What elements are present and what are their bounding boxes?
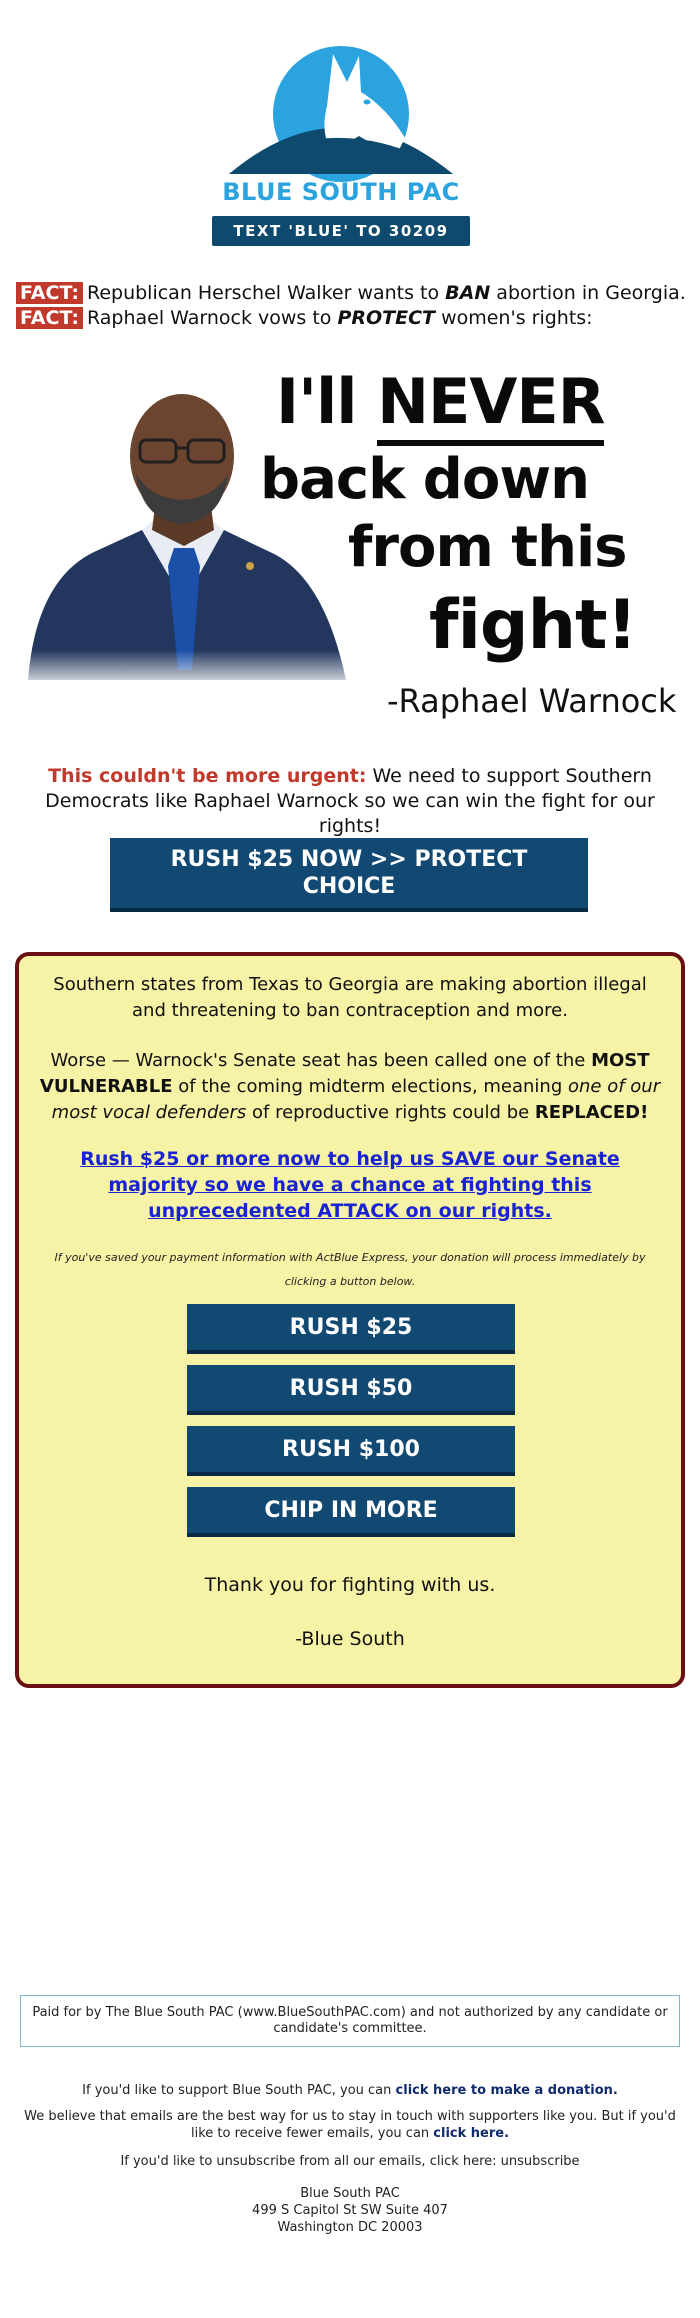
fact-text: abortion in Georgia. [490, 282, 686, 304]
text-to-join-bar: TEXT 'BLUE' TO 30209 [212, 216, 470, 246]
box-italic: one of our most vocal defenders [51, 1076, 661, 1123]
footer-text: If you'd like to support Blue South PAC, you can [82, 2083, 396, 2098]
save-senate-majority-link[interactable]: Rush $25 or more now to help us SAVE our Senate majority so we have a chance at fighting this unprecedented ATTACK on our rights. [80, 1148, 620, 1222]
footer-unsubscribe[interactable]: If you'd like to unsubscribe from all our emails, click here: unsubscribe [120, 2154, 580, 2169]
paid-for-disclaimer: Paid for by The Blue South PAC (www.BlueSouthPAC.com) and not authorized by any candidate or candidate's committee. [20, 1995, 680, 2047]
box-paragraph-2 [39, 1048, 661, 1126]
urgent-text: We need to support Southern Democrats like Raphael Warnock so we can win the fight for our rights! [45, 765, 655, 837]
fact-emphasis: PROTECT [337, 307, 436, 329]
fact-text: Republican Herschel Walker wants to [86, 282, 446, 304]
box-bold: MOST VULNERABLE [39, 1050, 650, 1097]
box-text: Worse — Warnock's Senate seat has been called one of the [50, 1050, 592, 1071]
address-line: Washington DC 20003 [277, 2220, 423, 2235]
quote-line-2: back down [260, 447, 589, 512]
rush-100-button[interactable]: RUSH $100 [187, 1426, 515, 1476]
rush-25-protect-choice-button[interactable]: RUSH $25 NOW >> PROTECT CHOICE [110, 838, 588, 912]
chip-in-more-button[interactable]: CHIP IN MORE [187, 1487, 515, 1537]
urgent-lead: This couldn't be more urgent: [48, 765, 367, 787]
box-paragraph-3 [39, 1146, 661, 1224]
fact-text: Raphael Warnock vows to [86, 307, 338, 329]
fact-tag: FACT: [16, 282, 83, 304]
footer-address [20, 2185, 680, 2236]
footer-fewer-emails [20, 2108, 680, 2142]
box-text: of the coming midterm elections, meaning [172, 1076, 568, 1097]
quote-emphasis: NEVER [377, 365, 604, 446]
address-line: 499 S Capitol St SW Suite 407 [252, 2203, 448, 2218]
rush-25-button[interactable]: RUSH $25 [187, 1304, 515, 1354]
fact-line [16, 281, 686, 306]
donation-box [15, 952, 685, 1688]
box-paragraph-1: Southern states from Texas to Georgia are making abortion illegal and threatening to ban contraception and more. [53, 974, 647, 1021]
actblue-fine-print: If you've saved your payment information with ActBlue Express, your donation will process immediately by clicking a button below. [54, 1251, 646, 1288]
urgent-message [16, 764, 684, 839]
box-text: of reproductive rights could be [246, 1102, 535, 1123]
quote-line-3: from this [348, 515, 627, 580]
facts-section [16, 281, 686, 331]
fact-line [16, 306, 686, 331]
rush-50-button[interactable]: RUSH $50 [187, 1365, 515, 1415]
box-bold: REPLACED! [534, 1102, 649, 1123]
fact-emphasis: BAN [445, 282, 491, 304]
footer-support [20, 2082, 680, 2099]
quote-text: I'll [276, 365, 378, 438]
quote-attribution: -Raphael Warnock [387, 682, 677, 720]
fact-text: women's rights: [435, 307, 593, 329]
donation-link[interactable]: click here to make a donation. [395, 2083, 618, 2098]
hero-quote-graphic [24, 365, 678, 730]
fewer-emails-link[interactable]: click here. [433, 2126, 510, 2141]
address-line: Blue South PAC [300, 2186, 400, 2201]
quote-line-4: fight! [429, 586, 637, 665]
blue-south-logo [209, 46, 473, 250]
signature: -Blue South [295, 1628, 405, 1650]
logo-name: BLUE SOUTH PAC [222, 178, 460, 206]
footer-text: We believe that emails are the best way for us to stay in touch with supporters like you. But if you'd like to receive fewer emails, you can [24, 2109, 676, 2141]
thanks-text: Thank you for fighting with us. [204, 1574, 496, 1596]
fact-tag: FACT: [16, 307, 83, 329]
quote-line-1 [276, 365, 605, 438]
